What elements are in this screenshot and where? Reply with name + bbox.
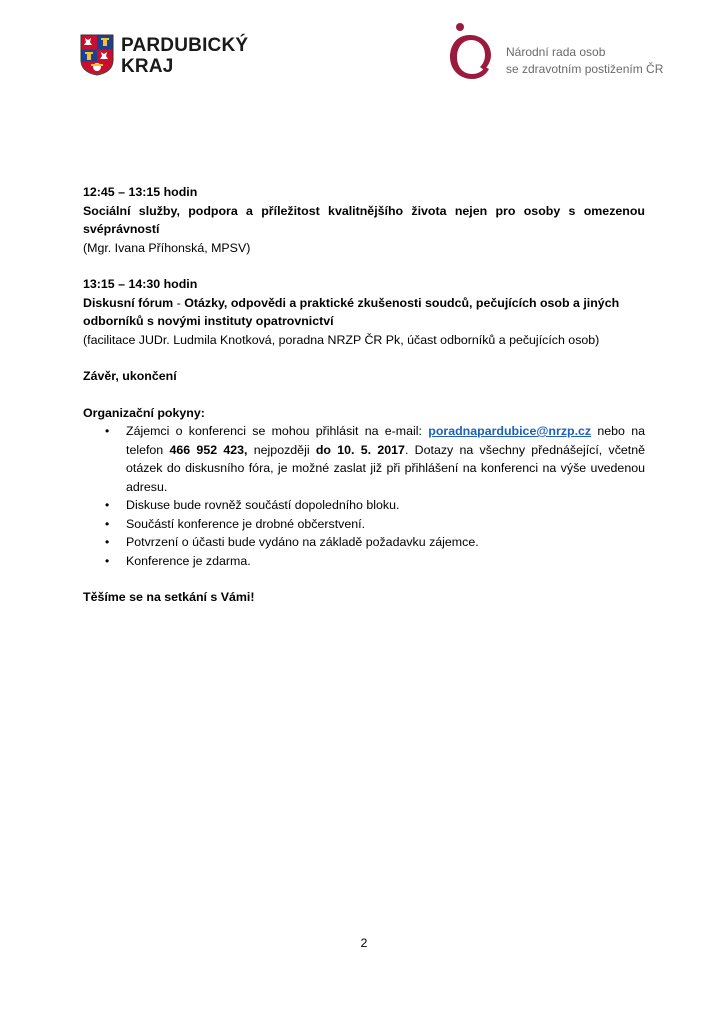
list-item [83,533,645,552]
instruction-text: Diskuse bude rovněž součástí dopoledního bloku. [126,498,400,512]
nrzp-logo [448,22,698,82]
session-2-title: Otázky, odpovědi a praktické zkušenosti soudců, pečujících osob a jiných odborníků s novými instituty opatrovnictví [83,295,620,328]
list-item [83,422,645,496]
instructions-list [83,422,645,570]
session-1-title: Sociální služby, podpora a příležitost kvalitnějšího života nejen pro osoby s omezenou svéprávností [83,203,645,236]
bullet-icon: • [105,516,110,531]
spacer [83,386,645,404]
instruction-text: Zájemci o konferenci se mohou přihlásit na e-mail: [126,424,429,438]
instruction-text: nejpozději [247,442,316,457]
phone-number: 466 952 423, [169,442,248,457]
session-2-title-separator: - [173,295,185,310]
page-number: 2 [360,936,368,950]
list-item [83,515,645,534]
instruction-text: Potvrzení o účasti bude vydáno na základě požadavku zájemce. [126,535,479,549]
session-2-title-prefix: Diskusní fórum [83,295,174,310]
session-2-title-block [83,294,645,331]
instructions-heading: Organizační pokyny: [83,405,205,420]
spacer [83,349,645,367]
nrzp-line-1: Národní rada osob [506,45,606,59]
bullet-icon: • [105,498,110,512]
nrzp-mark-icon [448,22,494,82]
bullet-icon: • [105,424,110,438]
spacer [83,570,645,588]
instruction-text: Součástí konference je drobné občerstvení. [126,516,366,531]
session-1-speaker: (Mgr. Ivana Příhonská, MPSV) [83,240,251,255]
closing-heading: Závěr, ukončení [83,369,177,383]
pardubicky-kraj-crest-icon [80,34,114,76]
bullet-icon: • [105,535,110,549]
document-body [83,183,645,607]
nrzp-wordmark [506,44,663,78]
instruction-text: . Dotazy na všechny přednášející, včetně otázek do diskusního fóra, je možné zaslat již při přihlášení na konferenci na výše uvedenou adresu. [126,442,646,494]
instruction-text: nebo na telefon [126,424,646,457]
kraj-line-2: KRAJ [121,56,174,77]
email-link[interactable]: poradnapardubice@nrzp.cz [428,424,592,438]
farewell-text: Těšíme se na setkání s Vámi! [83,590,255,604]
pardubicky-kraj-wordmark [121,35,248,77]
spacer [83,257,645,275]
deadline-date: do 10. 5. 2017 [315,442,405,457]
kraj-line-1: PARDUBICKÝ [121,35,249,56]
bullet-icon: • [105,553,110,568]
list-item [83,552,645,571]
nrzp-line-2: se zdravotním postižením ČR [506,62,664,76]
session-2-speaker: (facilitace JUDr. Ludmila Knotková, poradna NRZP ČR Pk, účast odborníků a pečujících osob) [83,332,600,347]
list-item [83,496,645,515]
session-2-time: 13:15 – 14:30 hodin [83,277,198,291]
instruction-text: Konference je zdarma. [126,553,251,568]
session-1-time: 12:45 – 13:15 hodin [83,185,198,199]
pardubicky-kraj-logo [80,34,280,80]
